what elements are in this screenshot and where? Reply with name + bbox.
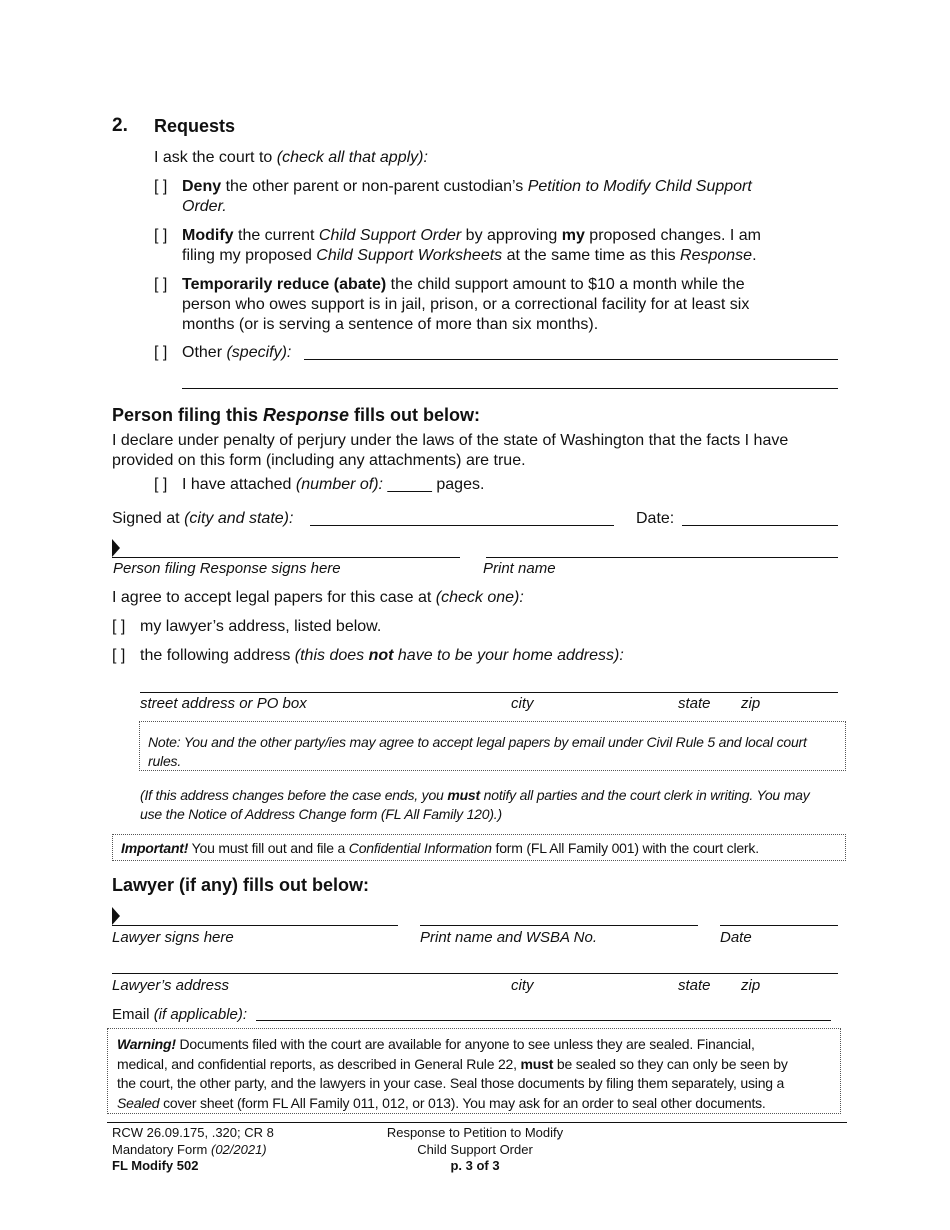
- deny-checkbox[interactable]: [ ]: [154, 178, 168, 195]
- lawyer-addr-caption: Lawyer’s address: [112, 977, 230, 994]
- lawyer-date-caption: Date: [720, 929, 752, 946]
- abate-checkbox[interactable]: [ ]: [154, 276, 168, 293]
- lawyer-address-option: my lawyer’s address, listed below.: [140, 618, 382, 635]
- abate-option-text: Temporarily reduce (abate) the child support amount to $10 a month while the person who owes support is in jail, prison, or a correctional facility for at least six months (or is serving a sentence of more than six months).: [182, 276, 750, 333]
- other-specify-line-1[interactable]: [304, 359, 838, 360]
- lawyer-signature-line[interactable]: [112, 925, 398, 926]
- filer-print-caption: Print name: [483, 560, 556, 577]
- date-field[interactable]: [682, 525, 838, 526]
- warning-box: [107, 1028, 841, 1114]
- filer-print-name-line[interactable]: [486, 557, 838, 558]
- following-address-option: the following address (this does not have to be your home address):: [140, 647, 624, 664]
- email-label: Email (if applicable):: [112, 1006, 248, 1023]
- requests-intro: I ask the court to (check all that apply):: [154, 149, 428, 166]
- filer-heading: Person filing this Response fills out below:: [112, 405, 481, 425]
- lawyer-heading: Lawyer (if any) fills out below:: [112, 875, 370, 895]
- filer-address-line[interactable]: [140, 692, 838, 693]
- address-change-note: (If this address changes before the case ends, you must notify all parties and the court clerk in writing. You may use the Notice of Address Change form (FL All Family 120).): [140, 787, 810, 822]
- important-text: Important! You must fill out and file a Confidential Information form (FL All Family 001) with the court clerk.: [121, 840, 759, 856]
- signed-at-label: Signed at (city and state):: [112, 510, 294, 527]
- lawyer-date-line[interactable]: [720, 925, 838, 926]
- lawyer-signature-arrow-icon: [112, 907, 120, 925]
- lawyer-addr-zip-caption: zip: [741, 977, 761, 994]
- lawyer-sign-caption: Lawyer signs here: [112, 929, 234, 946]
- attached-checkbox[interactable]: [ ]: [154, 476, 168, 493]
- email-note-box: [139, 721, 846, 771]
- date-label: Date:: [636, 510, 675, 527]
- section-title: Requests: [154, 116, 236, 136]
- lawyer-address-line[interactable]: [112, 973, 838, 974]
- footer-left: RCW 26.09.175, .320; CR 8 Mandatory Form (02/2021) FL Modify 502: [112, 1125, 274, 1173]
- signature-arrow-icon: [112, 539, 120, 557]
- email-field[interactable]: [256, 1020, 831, 1021]
- lawyer-addr-city-caption: city: [511, 977, 534, 994]
- addr-state-caption: state: [678, 695, 711, 712]
- footer-rule: [107, 1122, 847, 1123]
- lawyer-print-name-line[interactable]: [420, 925, 698, 926]
- footer-center: Response to Petition to Modify Child Support Order p. 3 of 3: [386, 1125, 564, 1173]
- modify-option-text: Modify the current Child Support Order by approving my proposed changes. I am filing my proposed Child Support Worksheets at the same time as this Response.: [182, 227, 761, 264]
- accept-papers-text: I agree to accept legal papers for this case at (check one):: [112, 589, 524, 606]
- deny-option-text: Deny the other parent or non-parent custodian’s Petition to Modify Child Support Order.: [182, 178, 752, 215]
- addr-street-caption: street address or PO box: [140, 695, 307, 712]
- attached-pages-text: I have attached (number of): _____ pages.: [182, 476, 485, 493]
- section-number: 2.: [112, 115, 128, 136]
- following-address-checkbox[interactable]: [ ]: [112, 647, 126, 664]
- filer-signature-line[interactable]: [112, 557, 460, 558]
- addr-zip-caption: zip: [741, 695, 761, 712]
- modify-checkbox[interactable]: [ ]: [154, 227, 168, 244]
- important-box: [112, 834, 846, 861]
- other-checkbox[interactable]: [ ]: [154, 344, 168, 361]
- lawyer-print-caption: Print name and WSBA No.: [420, 929, 598, 946]
- lawyer-address-checkbox[interactable]: [ ]: [112, 618, 126, 635]
- other-option-label: Other (specify):: [182, 344, 292, 361]
- addr-city-caption: city: [511, 695, 534, 712]
- lawyer-addr-state-caption: state: [678, 977, 711, 994]
- other-specify-line-2[interactable]: [182, 388, 838, 389]
- perjury-declaration: I declare under penalty of perjury under the laws of the state of Washington that the facts I have provided on this form (including any attachments) are true.: [112, 432, 789, 469]
- warning-text: Warning! Documents filed with the court are available for anyone to see unless they are sealed. Financial, medical, and confidential reports, as described in General Rule 22, must be sealed so they can only be seen by the court, the other party, and the lawyers in your case. Seal those documents by filing them separately, using a Sealed cover sheet (form FL All Family 011, 012, or 013). You may ask for an order to seal other documents.: [117, 1036, 788, 1111]
- email-note-text: Note: You and the other party/ies may agree to accept legal papers by email under Civil Rule 5 and local court rules.: [148, 734, 807, 769]
- filer-sign-caption: Person filing Response signs here: [113, 560, 341, 577]
- page-number: p. 3 of 3: [450, 1158, 500, 1173]
- signed-at-field[interactable]: [310, 525, 614, 526]
